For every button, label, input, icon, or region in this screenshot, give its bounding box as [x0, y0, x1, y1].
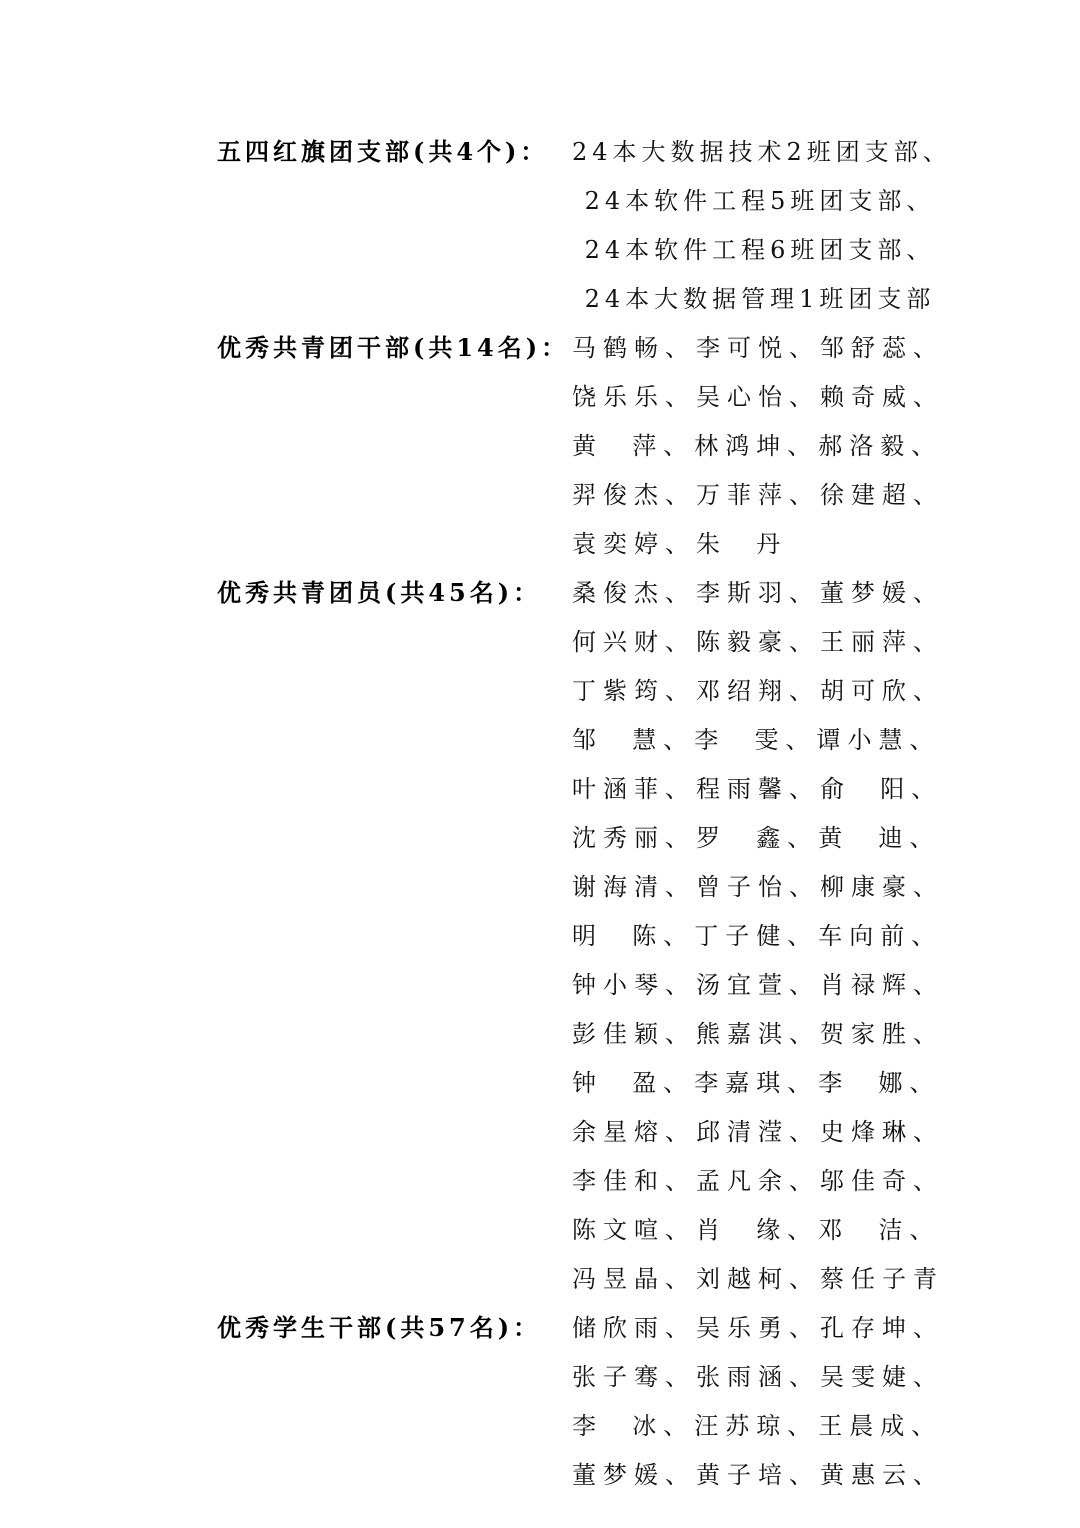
- list-line: 马鹤畅、李可悦、邹舒蕊、: [572, 334, 944, 362]
- list-line: 邹 慧、李 雯、谭小慧、: [572, 726, 941, 754]
- list-line: 陈文喧、肖 缘、邓 洁、: [572, 1216, 941, 1244]
- list-line: 彭佳颖、熊嘉淇、贺家胜、: [572, 1020, 944, 1048]
- list-line: 储欣雨、吴乐勇、孔存坤、: [572, 1314, 944, 1342]
- list-line: 24本软件工程6班团支部、: [572, 236, 936, 264]
- list-line: 钟小琴、汤宜萱、肖禄辉、: [572, 971, 944, 999]
- list-line: 24本大数据技术2班团支部、: [572, 138, 952, 166]
- list-line: 明 陈、丁子健、车向前、: [572, 922, 943, 950]
- section-label: 优秀共青团干部(共14名)：: [217, 333, 570, 362]
- list-line: 余星熔、邱清滢、史烽琳、: [572, 1118, 944, 1146]
- list-line: 董梦媛、黄子培、黄惠云、: [572, 1461, 944, 1489]
- list-line: 钟 盈、李嘉琪、李 娜、: [572, 1069, 941, 1097]
- list-line: 袁奕婷、朱 丹: [572, 530, 788, 558]
- list-line: 羿俊杰、万菲萍、徐建超、: [572, 481, 944, 509]
- list-line: 李佳和、孟凡余、邬佳奇、: [572, 1167, 944, 1195]
- name-list: [572, 137, 1052, 333]
- list-line: 24本大数据管理1班团支部: [572, 285, 936, 313]
- list-line: 桑俊杰、李斯羽、董梦媛、: [572, 579, 944, 607]
- list-line: 冯昱晶、刘越柯、蔡任子青: [572, 1265, 944, 1293]
- list-line: 张子骞、张雨涵、吴雯婕、: [572, 1363, 944, 1391]
- name-list: [572, 333, 1052, 578]
- section-label: 优秀共青团员(共45名)：: [217, 578, 542, 607]
- list-line: 24本软件工程5班团支部、: [572, 187, 936, 215]
- list-line: 叶涵菲、程雨馨、俞 阳、: [572, 775, 943, 803]
- name-list: [572, 1313, 1052, 1509]
- name-list: [572, 578, 1052, 1313]
- list-line: 沈秀丽、罗 鑫、黄 迪、: [572, 824, 941, 852]
- list-line: 李 冰、汪苏琼、王晨成、: [572, 1412, 943, 1440]
- section-label: 五四红旗团支部(共4个)：: [217, 137, 549, 166]
- list-line: 何兴财、陈毅豪、王丽萍、: [572, 628, 944, 656]
- list-line: 谢海清、曾子怡、柳康豪、: [572, 873, 944, 901]
- section-label: 优秀学生干部(共57名)：: [217, 1313, 542, 1342]
- list-line: 饶乐乐、吴心怡、赖奇威、: [572, 383, 944, 411]
- list-line: 丁紫筠、邓绍翔、胡可欣、: [572, 677, 944, 705]
- list-line: 黄 萍、林鸿坤、郝洛毅、: [572, 432, 943, 460]
